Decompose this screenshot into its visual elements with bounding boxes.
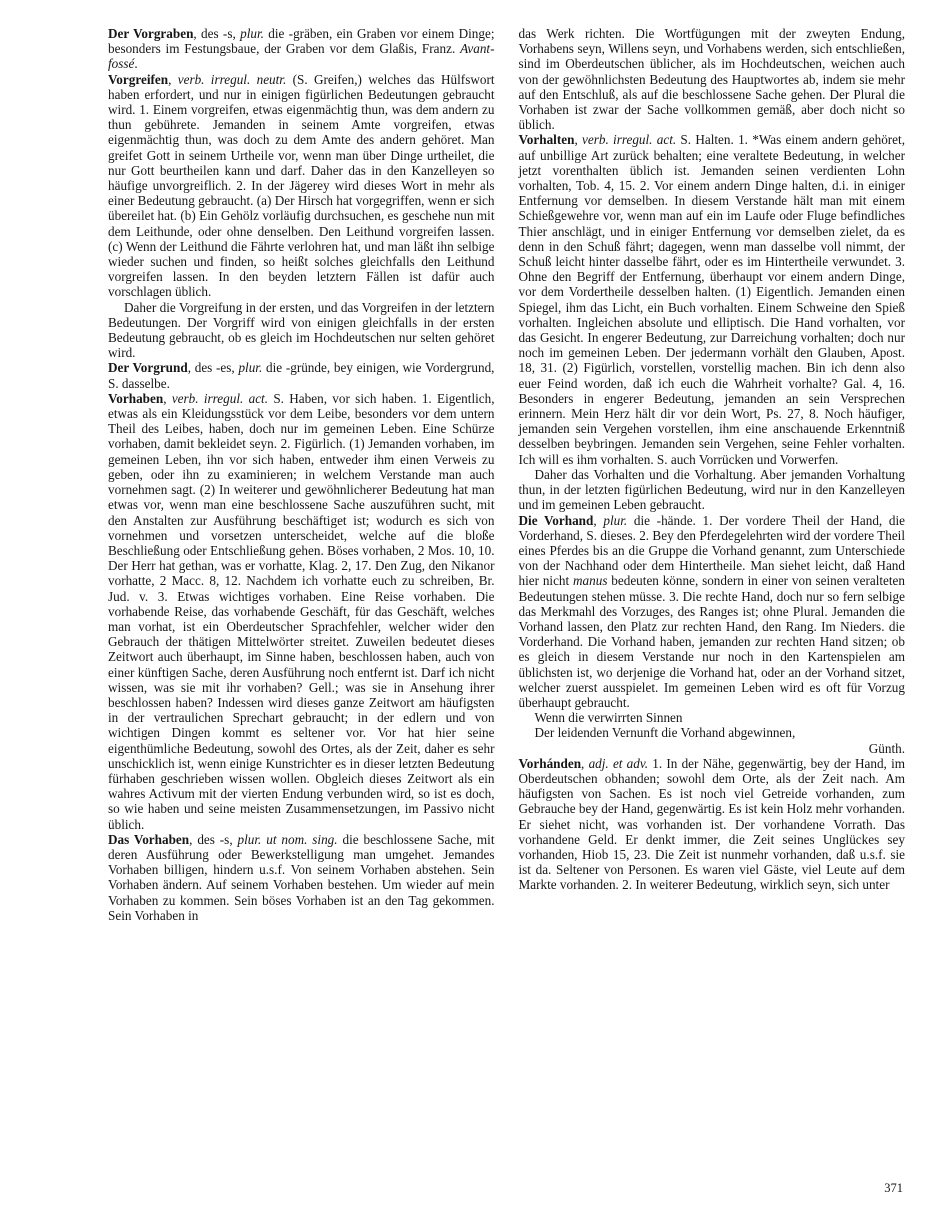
- grammar-label: plur.: [240, 26, 264, 41]
- text-segment: Günth.: [868, 740, 905, 756]
- text-segment: ,: [163, 390, 172, 406]
- text-segment: Daher die Vorgreifung in der ersten, und das Vorgreifen in der letztern Bedeutungen. Der Vorgriff wird von einigen gleichfalls in der ersten Bedeutung gebraucht, ob es gleich im Hochdeutschen nur selten gehöret wird.: [108, 299, 495, 361]
- grammar-label: plur.: [238, 360, 263, 376]
- text-segment: die -hände. 1. Der vordere Theil der Hand, die Vorderhand, S. dieses. 2. Bey den Pferdegelehrten wird der vordere Theil eines Pferdes bis an die Gruppe die Vorhand genannt, zum Unterschiede von der Nachhand oder dem Hintertheile. Man siehet leicht, daß Hand hier nicht: [518, 512, 906, 589]
- text-segment: (S. Greifen,) welches das Hülfswort haben erfordert, und nur in einigen figürlichen Bedeutungen gebraucht wird. 1. Einem vorgreifen, etwas eigenmächtig thun, was dem andern zu thun gebührete. Jemanden in seinem Amte vorgreifen, etwas eigenmächtig thun, was doch zu dem Amte des andern gehöret. Man greifet Gott in seinem Urtheile vor, wenn man über Dinge urtheilet, die nur Gott beurtheilen kann und darf. Daher das in den Kanzelleyen so häufige unvorgreiflich. 2. In der Jägerey wird dieses Wort in mehr als einer Bedeutung gebraucht. (a) Der Hirsch hat vorgegriffen, wenn er sich übereilet hat. (b) Ein Gehölz vorläufig durchsuchen, es geschehe nun mit dem Leithunde, oder ohne denselben. Den Leithund vorgreifen lassen. (c) Wenn der Leithund die Fährte verlohren hat, und man läßt ihn selbige wieder suchen und finden, so heißt solches gleichfalls den Leithund vorgreifen lassen. In den beyden letztern Fällen ist dafür auch vorschlagen üblich.: [108, 71, 495, 300]
- grammar-label: verb. irregul. act.: [171, 390, 269, 406]
- grammar-label: manus: [573, 573, 608, 589]
- verse-line: [519, 710, 906, 725]
- text-segment: Der leidenden Vernunft die Vorhand abgewinnen,: [534, 725, 796, 741]
- dictionary-entry: [519, 513, 906, 711]
- continuation-paragraph: [108, 300, 495, 361]
- text-segment: die -gründe, bey einigen, wie Vordergrund, S. dasselbe.: [108, 360, 495, 391]
- headword: Der Vorgrund: [108, 360, 188, 376]
- text-segment: 1. In der Nähe, gegenwärtig, bey der Hand, im Oberdeutschen obhanden; sowohl dem Orte, als der Zeit nach. Am häufigsten von Sachen. Es ist noch viel Getreide vorhanden, zum Gebrauche bey der Hand, gegenwärtig. Es ist kein Holz mehr vorhanden. Er siehet nicht, was vorhanden ist. Der vorhandene Vorrath. Das vorhandene Geld. Er denkt immer, die Zeit seines Unglückes sey vorhanden, Hiob 15, 23. Die Zeit ist nunmehr vorhanden, daß u.s.f. sie ist da. Seltener von Personen. Es waren viel Gäste, viel Leute auf dem Markte vorhanden. 2. In weiterer Bedeutung, wirklich seyn, sich unter: [518, 755, 905, 893]
- dictionary-entry: [519, 756, 906, 893]
- text-segment: S. Halten. 1. *Was einem andern gehöret, auf unbillige Art zurück behalten; eine veraltete Bedeutung, in welcher jetzt vorenthalten üblich ist. Jemanden seinen verdienten Lohn vorhalten, Tob. 4, 15. 2. Vor einem andern Dinge halten, d.i. in einiger Entfernung vor demselben. In diesem Verstande hält man mit einem Schießgewehre vor, wenn man auf ein im Laufe oder Fluge befindliches Thier anschlägt, und in einiger Entfernung vor demselben zielet, da es denn in den Schuß fährt; dagegen, wenn man dasselbe voll nimmt, der Schuß leicht hinter dasselbe fährt, oder es im Hintertheile verwundet. 3. Ohne den Begriff der Entfernung, überhaupt vor einem andern Dinge, vor dem Vordertheile desselben halten. (1) Eigentlich. Jemanden einen Spiegel, ihm das Licht, ein Buch vorhalten. Einem Schweine den Spieß vorhalten. Ingleichen absolute und elliptisch. Die Hand vorhalten, vor das Gesicht. In engerer Bedeutung, zur Darreichung vorhalten; doch nur noch im gemeinen Leben. Der jedermann vorhält den Glauben, Apost. 18, 31. (2) Figürlich, vorstellen, vorstellig machen. Bin ich denn also euer Feind worden, daß ich euch die Wahrheit vorhalte? Gal. 4, 16. Besonders in engerer Bedeutung, jemanden an sein Versprechen erinnern. Mein Herz hält dir vor dein Wort, Ps. 27, 8. Noch häufiger, jemanden sein Vergehen vorstellen, ihm eine anschauende Erkenntniß desselben beybringen. Jemanden sein Vergehen, seine Fehler vorhalten. Ich will es ihm vorhalten. S. auch Vorrücken und Vorwerfen.: [518, 132, 905, 467]
- dictionary-entry: [519, 132, 906, 466]
- dictionary-entry: [108, 72, 495, 300]
- page-number: 371: [884, 1181, 903, 1195]
- grammar-label: verb. irregul. act.: [582, 132, 677, 148]
- text-segment: ,: [581, 755, 589, 771]
- headword: Vorhaben: [108, 390, 164, 406]
- text-segment: ,: [574, 132, 583, 148]
- text-segment: , des -s,: [193, 26, 241, 41]
- headword: Vorgreifen: [108, 71, 169, 87]
- text-segment: .: [134, 56, 138, 72]
- dictionary-entry: [108, 360, 495, 390]
- headword: Die Vorhand: [518, 512, 594, 528]
- text-column-left: [108, 26, 495, 923]
- text-segment: , des -s,: [189, 831, 238, 847]
- text-columns: [108, 26, 905, 923]
- grammar-label: verb. irregul. neutr.: [177, 71, 287, 87]
- headword: Das Vorhaben: [108, 831, 190, 847]
- attribution: [519, 741, 906, 756]
- dictionary-entry: [519, 26, 906, 132]
- grammar-label: Avant-fossé: [108, 41, 495, 72]
- text-segment: das Werk richten. Die Wortfügungen mit der zweyten Endung, Vorhabens seyn, Willens seyn, und Vorhabens werden, sich entschließen, sind im Oberdeutschen üblicher, als im Hochdeutschen, weichen auch von der gewöhnlichsten Bedeutung des Hauptwortes ab, indem sie mehr auf den Entschluß, als auf die beschlossene Sache gehen. Der Plural die Vorhaben ist zwar der Sache vollkommen gemäß, aber doch nicht so üblich.: [518, 26, 905, 133]
- verse-line: [519, 725, 906, 740]
- text-segment: ,: [168, 71, 178, 87]
- text-segment: die -gräben, ein Graben vor einem Dinge; besonders im Festungsbaue, der Graben vor dem Glaßis, Franz.: [108, 26, 495, 57]
- headword: Vorhánden: [518, 755, 582, 771]
- text-segment: die beschlossene Sache, mit deren Ausführung oder Bewerkstelligung man umgehet. Jemandes Vorhaben billigen, hindern u.s.f. Von seinem Vorhaben abstehen. Sein Vorhaben ändern. Auf seinem Vorhaben bestehen. Um wieder auf mein Vorhaben zu kommen. Sein böses Vorhaben ist an den Tag gekommen. Sein Vorhaben in: [108, 831, 495, 923]
- text-segment: Daher das Vorhalten und die Vorhaltung. Aber jemanden Vorhaltung thun, in der letzten figürlichen Bedeutung, wird nur in den Kanzelleyen und im gemeinen Leben gebraucht.: [518, 466, 905, 513]
- grammar-label: plur.: [603, 512, 628, 528]
- text-segment: bedeuten könne, sondern in einer von seinen veralteten Bedeutungen stehen müsse. 3. Die rechte Hand, doch nur so fern selbige das Merkmahl des Vorzuges, des Ranges ist; ohne Plural. Jemanden die Vorhand lassen, den Platz zur rechten Hand, den Rang. Im Nieders. die Vorderhand. Die Vorhand haben, jemanden zur rechten Hand sitzen; ob es gleich in diesem Verstande nur noch in den Kartenspielen am üblichsten ist, wo derjenige die Vorhand hat, oder an der Vorhand sitzet, welcher zuerst ausspielet. Im gemeinen Leben wird es oft für Vorzug überhaupt gebraucht.: [518, 573, 906, 710]
- dictionary-entry: [108, 391, 495, 832]
- text-segment: ,: [593, 512, 604, 528]
- grammar-label: adj. et adv.: [588, 755, 649, 771]
- grammar-label: plur. ut nom. sing.: [237, 831, 338, 847]
- continuation-paragraph: [519, 467, 906, 513]
- text-segment: Wenn die verwirrten Sinnen: [534, 710, 683, 726]
- text-segment: S. Haben, vor sich haben. 1. Eigentlich, etwas als ein Kleidungsstück vor dem Leibe, besonders vor dem untern Theil des Leibes, haben, doch nur im gemeinen Leben. Eine Schürze vorhaben, damit bekleidet seyn. 2. Figürlich. (1) Jemanden vorhaben, im gemeinen Leben, ihn vor sich haben, entweder ihm einen Verweis zu geben, oder ihn zu examinieren; in welchem Verstande man auch vornehmen sagt. (2) In weiterer und gewöhnlicherer Bedeutung hat man etwas vor, wenn man eine beschlossene Sache auszuführen sucht, mit den Anstalten zur Ausführung beschäftiget ist; wodurch es sich von vornehmen und vorsetzen unterscheidet, welche auf die bloße Beschließung oder Entschließung gehen. Böses vorhaben, 2 Mos. 10, 10. Der Herr hat gethan, was er vorhatte, Klag. 2, 17. Den Zug, den Nikanor vorhatte, 2 Macc. 8, 12. Nachdem ich vorhatte euch zu schreiben, Br. Jud. v. 3. Etwas wichtiges vorhaben. Eine Reise vorhaben. Die vorhabende Reise, das vorhabende Geschäft, für das Geschäft, welches man vorhat, ist ein Oberdeutscher Sprachfehler, welcher wider den Gebrauch der thätigen Mittelwörter streitet. Zuweilen bedeutet dieses Zeitwort auch überhaupt, im Sinne haben, beschlossen haben, auch von einer künftigen Sache, deren Ausführung noch entfernt ist. Darf ich nicht wissen, was sie mit ihr vorhaben? Gell.; was sie in Ansehung ihrer beschlossen haben? Indessen wird dieses ganze Zeitwort am häufigsten in der vertraulichen Sprechart gebraucht; in der edlern und von wichtigen Dingen kommt es seltener vor. Vor hat hier seine eigenthümliche Bedeutung, sowohl des Ortes, als der Zeit, daher es sehr unschicklich ist, wenn einige Kunstrichter es in dieser letzten Bedeutung fürhaben geschrieben wissen wollen. Obgleich dieses Zeitwort als ein wahres Activum mit der vierten Endung verbunden wird, so ist es doch, so wie haben und seine meisten Zusammensetzungen, im Passivo nicht üblich.: [108, 390, 495, 832]
- text-column-right: [519, 26, 906, 923]
- headword: Vorhalten: [518, 132, 575, 148]
- headword: Der Vorgraben: [108, 26, 194, 41]
- dictionary-entry: [108, 26, 495, 72]
- text-segment: , des -es,: [187, 360, 239, 376]
- dictionary-entry: [108, 832, 495, 923]
